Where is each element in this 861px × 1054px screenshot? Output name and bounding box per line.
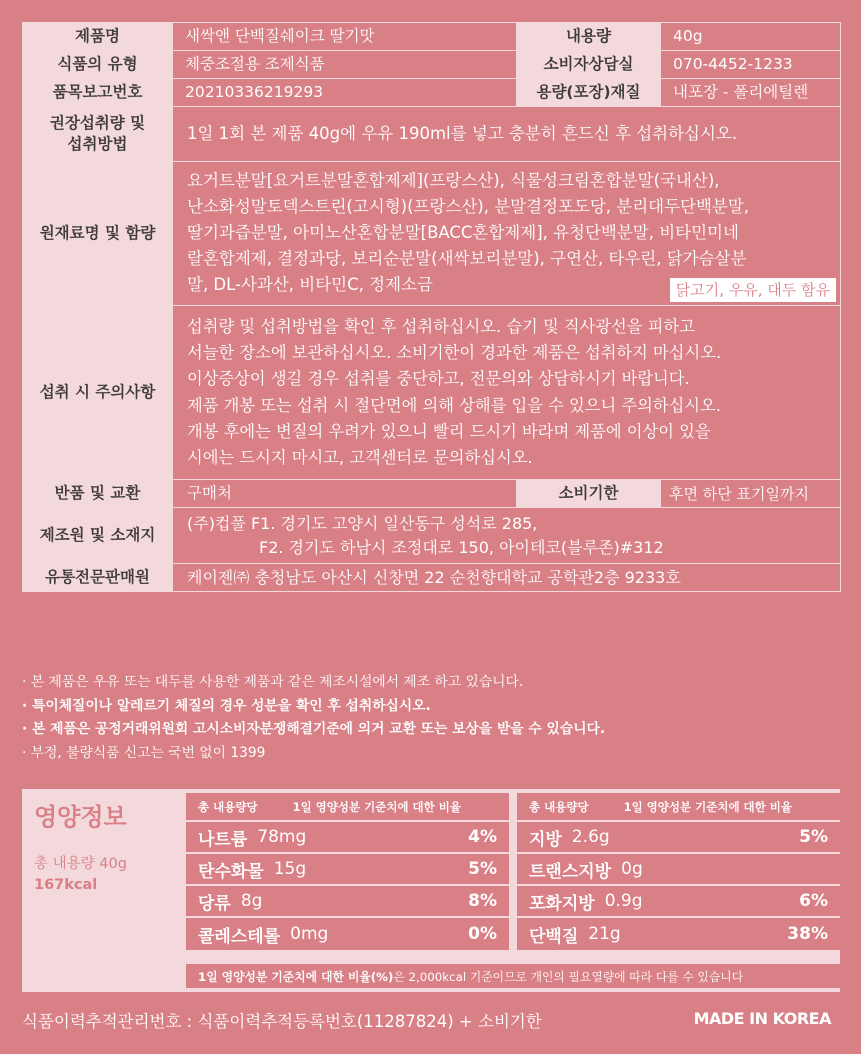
nutrient-amount: 0.9g	[604, 891, 643, 911]
nutrient-percent: 38%	[787, 924, 828, 944]
nutrient-percent: 5%	[799, 827, 828, 847]
ingredients-line: 랄혼합제제, 결정과당, 보리순분말(새싹보리분말), 구연산, 타우린, 닭가슴살분	[187, 249, 747, 268]
caution-line: 개봉 후에는 변질의 우려가 있으니 빨리 드시기 바라며 제품에 이상이 있을	[187, 421, 711, 441]
packaging-label: 용량(포장)재질	[517, 79, 661, 107]
nutrient-name: 단백질	[529, 926, 579, 947]
row-ingredients	[23, 162, 841, 306]
caution-line: 서늘한 장소에 보관하십시오. 소비기한이 경과한 제품은 섭취하지 마십시오.	[187, 343, 722, 363]
header-ratio: 1일 영양성분 기준치에 대한 비율	[292, 799, 461, 814]
nutrition-column-right	[517, 793, 840, 950]
ingredients-cell	[173, 162, 841, 306]
made-in-label: MADE IN KOREA	[693, 1009, 831, 1028]
nutrient-row	[186, 918, 509, 950]
nutrient-row	[517, 886, 840, 918]
nutrient-amount: 21g	[588, 924, 621, 944]
nutrient-amount: 15g	[273, 859, 307, 879]
return-value: 구매처	[173, 480, 517, 508]
ingredients-line: 말, DL-사과산, 비타민C, 정제소금	[187, 275, 433, 294]
ingredients-line: 딸기과즙분말, 아미노산혼합분말[BACC혼합제제], 유청단백분말, 비타민미네	[187, 223, 739, 242]
nutrient-name: 나트륨	[198, 829, 248, 850]
header-amount: 총 내용량당	[198, 799, 258, 814]
ingredients-line: 요거트분말[요거트분말혼합제제](프랑스산), 식물성크림혼합분말(국내산),	[187, 171, 720, 190]
footnote-text: 은 2,000kcal 기준이므로 개인의 필요열량에 따라 다를 수 있습니다	[393, 969, 744, 984]
header-amount: 총 내용량당	[529, 799, 589, 814]
nutrition-column-header	[517, 793, 840, 822]
nutrient-amount: 78mg	[257, 827, 307, 847]
footnote-bold: 1일 영양성분 기준치에 대한 비율(%)	[198, 969, 394, 984]
caution-line: 이상증상이 생길 경우 섭취를 중단하고, 전문의와 상담하시기 바랍니다.	[187, 369, 690, 389]
header-ratio: 1일 영양성분 기준치에 대한 비율	[623, 799, 792, 814]
nutrient-row	[186, 822, 509, 854]
nutrition-total-content: 총 내용량 40g	[34, 856, 127, 872]
nutrient-row	[186, 854, 509, 886]
notice-item: · 부정, 불량식품 신고는 국번 없이 1399	[22, 744, 266, 761]
nutrition-facts	[22, 789, 840, 992]
caution-line: 섭취량 및 섭취방법을 확인 후 섭취하십시오. 습기 및 직사광선을 피하고	[187, 317, 695, 336]
row-caution	[23, 306, 841, 480]
nutrient-name: 포화지방	[529, 893, 595, 914]
distributor-value: 케이젠㈜ 충청남도 아산시 신창면 22 순천향대학교 공학관2층 9233호	[173, 564, 841, 592]
notice-list	[22, 671, 840, 765]
row-return	[23, 480, 841, 508]
nutrient-name: 콜레스테롤	[198, 926, 281, 947]
nutrient-row	[517, 822, 840, 854]
ingredients-label: 원재료명 및 함량	[23, 162, 173, 306]
notice-item: · 본 제품은 우유 또는 대두를 사용한 제품과 같은 제조시설에서 제조 하고 있습니다.	[22, 674, 524, 690]
row-intake	[23, 107, 841, 162]
consumer-center-label: 소비자상담실	[517, 51, 661, 79]
notice-item: · 본 제품은 공정거래위원회 고시소비자분쟁해결기준에 의거 교환 또는 보상을 받을 수 있습니다.	[22, 721, 606, 737]
nutrient-percent: 6%	[799, 891, 828, 911]
allergen-badge: 닭고기, 우유, 대두 함유	[670, 278, 836, 302]
net-content-label: 내용량	[517, 23, 661, 51]
manufacturer-line: F2. 경기도 하남시 조정대로 150, 아이테코(블루존)#312	[259, 537, 664, 557]
food-type-label: 식품의 유형	[23, 51, 173, 79]
caution-cell	[173, 306, 841, 480]
nutrient-amount: 0g	[621, 859, 643, 879]
nutrient-amount: 8g	[240, 891, 263, 911]
manufacturer-cell	[173, 508, 841, 564]
expiry-label: 소비기한	[517, 480, 661, 508]
caution-line: 시에는 드시지 마시고, 고객센터로 문의하십시오.	[187, 448, 533, 468]
consumer-center-value: 070-4452-1233	[661, 51, 841, 79]
return-label: 반품 및 교환	[23, 480, 173, 508]
nutrient-name: 탄수화물	[198, 861, 264, 882]
nutrient-amount: 0mg	[290, 924, 329, 944]
caution-label: 섭취 시 주의사항	[23, 306, 173, 480]
ingredients-line: 난소화성말토덱스트린(고시형)(프랑스산), 분말결정포도당, 분리대두단백분말,	[187, 197, 750, 216]
packaging-value: 내포장 - 폴리에틸렌	[661, 79, 841, 107]
row-manufacturer	[23, 508, 841, 564]
nutrition-footnote	[186, 964, 840, 988]
row-product-name	[23, 23, 841, 51]
nutrition-summary	[22, 789, 182, 992]
intake-label-line-1: 권장섭취량 및	[49, 114, 146, 133]
net-content-value: 40g	[661, 23, 841, 51]
expiry-value: 후면 하단 표기일까지	[661, 480, 841, 508]
nutrient-row	[517, 854, 840, 886]
caution-line: 제품 개봉 또는 섭취 시 절단면에 의해 상해를 입을 수 있으니 주의하십시오.	[187, 395, 721, 415]
row-distributor	[23, 564, 841, 592]
nutrition-column-left	[186, 793, 509, 950]
nutrient-amount: 2.6g	[571, 827, 610, 847]
ingredients-list	[173, 162, 840, 305]
distributor-label: 유통전문판매원	[23, 564, 173, 592]
report-no-value: 20210336219293	[173, 79, 517, 107]
notice-item: · 특이체질이나 알레르기 체질의 경우 성분을 확인 후 섭취하십시오.	[22, 697, 431, 714]
nutrient-percent: 5%	[468, 859, 497, 879]
food-type-value: 체중조절용 조제식품	[173, 51, 517, 79]
product-name-value: 새싹앤 단백질쉐이크 딸기맛	[173, 23, 517, 51]
nutrition-title: 영양정보	[34, 803, 127, 831]
nutrient-name: 트랜스지방	[529, 861, 612, 882]
nutrient-percent: 8%	[468, 891, 497, 911]
product-info-table	[22, 22, 841, 592]
intake-label	[23, 107, 173, 162]
row-report-no	[23, 79, 841, 107]
traceability-number: 식품이력추적관리번호 : 식품이력추적등록번호(11287824) + 소비기한	[22, 1012, 542, 1031]
manufacturer-line: (주)컵풀 F1. 경기도 고양시 일산동구 성석로 285,	[187, 513, 538, 533]
caution-list	[173, 306, 840, 479]
row-food-type	[23, 51, 841, 79]
nutrient-name: 당류	[198, 893, 231, 914]
report-no-label: 품목보고번호	[23, 79, 173, 107]
intake-label-line-2: 섭취방법	[67, 135, 128, 153]
nutrient-name: 지방	[529, 829, 562, 850]
nutrient-percent: 0%	[468, 924, 497, 944]
nutrient-row	[517, 918, 840, 950]
nutrition-column-header	[186, 793, 509, 822]
nutrient-percent: 4%	[468, 827, 497, 847]
intake-value: 1일 1회 본 제품 40g에 우유 190ml를 넣고 충분히 흔드신 후 섭취하십시오.	[173, 107, 841, 162]
nutrient-row	[186, 886, 509, 918]
product-name-label: 제품명	[23, 23, 173, 51]
manufacturer-label: 제조원 및 소재지	[23, 508, 173, 564]
nutrition-calories: 167kcal	[34, 877, 98, 893]
